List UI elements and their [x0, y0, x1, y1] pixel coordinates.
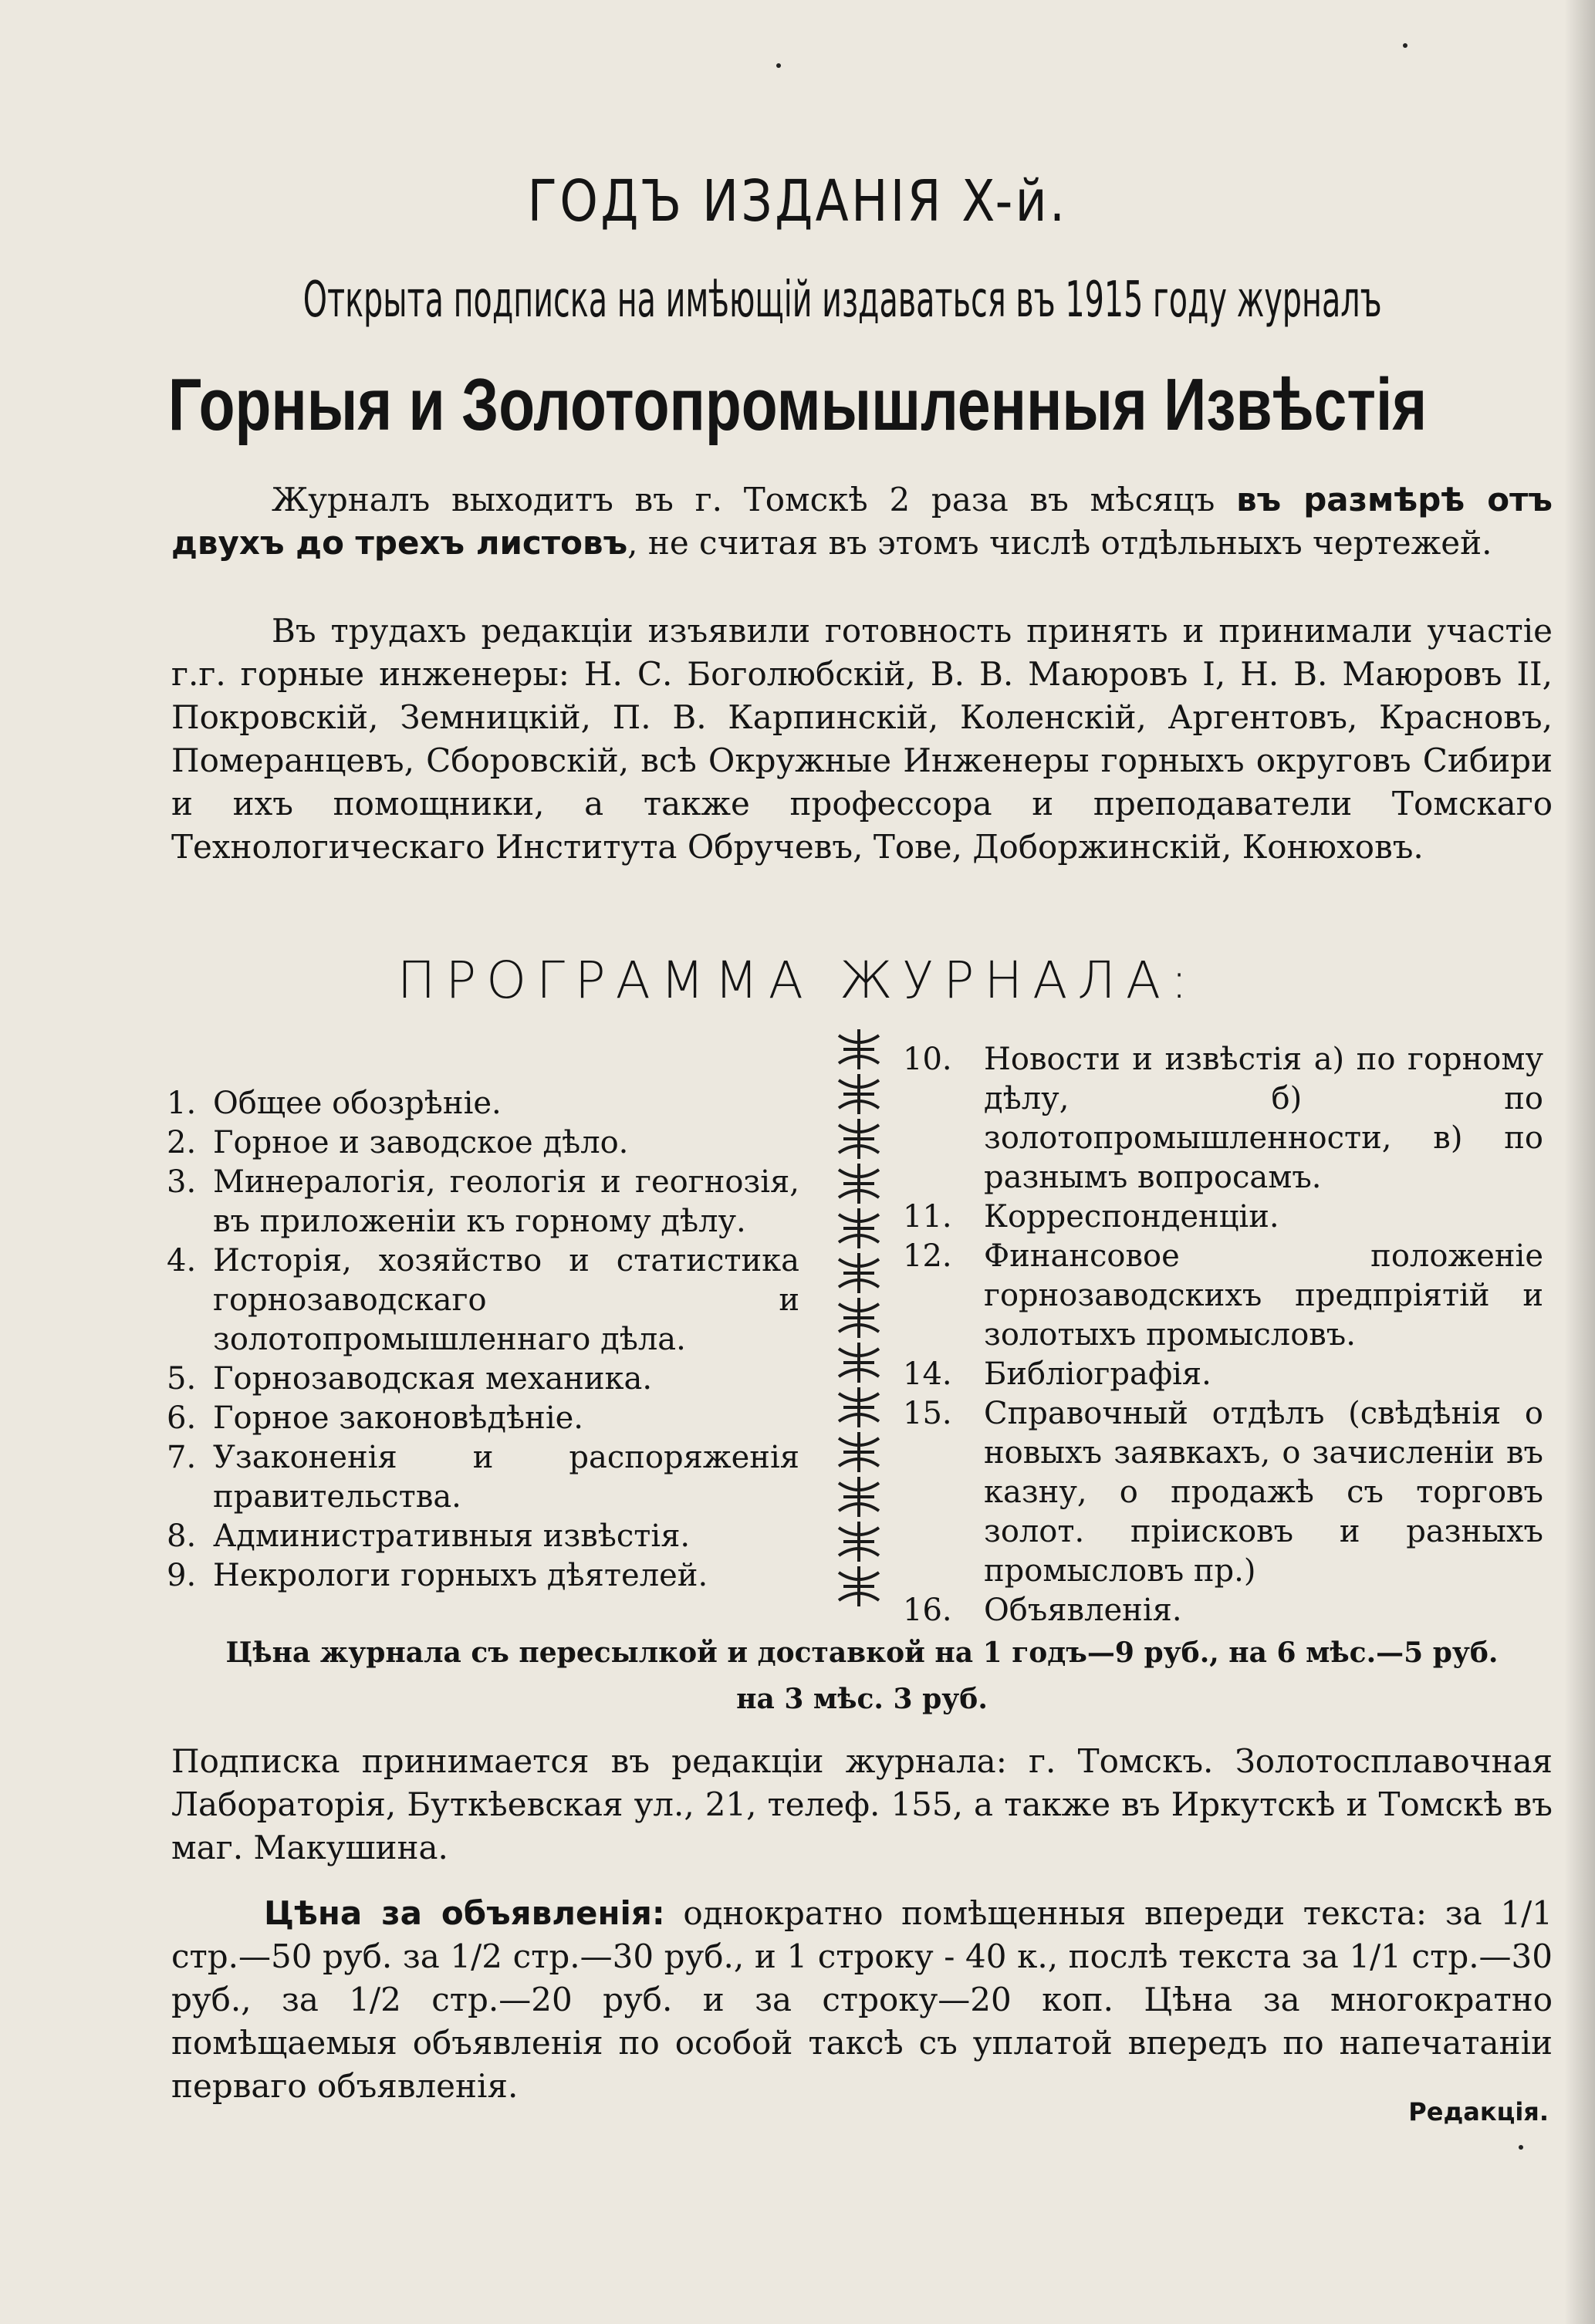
item-number: 5.	[167, 1361, 197, 1397]
item-number: 6.	[167, 1400, 197, 1436]
intro-paragraph-2: Въ трудахъ редакцiи изъявили готовность принять и принимали участiе г.г. горные инженеры: Н. С. Боголюбскiй, В. В. Маюровъ I, Н. В. Маюровъ II, Покровскiй, Земницкiй, П. В. Карпинскiй, Коленскiй, Аргентовъ, Красновъ, Померанцевъ, Сборовскiй, всѣ Окружные Инженеры горныхъ округовъ Сибири и ихъ помощники, а также профессора и преподаватели Томскаго Технологическаго Института Обручевъ, Тове, Доборжинскiй, Конюховъ.	[171, 612, 1553, 866]
year-line: ГОДЪ ИЗДАНIЯ X-й.	[527, 168, 1068, 235]
item-text: Общее обозрѣнiе.	[213, 1086, 502, 1121]
intro-paragraph-1	[171, 478, 1553, 565]
price-line-1: Цѣна журнала съ пересылкой и доставкой на 1 годъ—9 руб., на 6 мѣс.—5 руб.	[225, 1637, 1499, 1669]
print-speck	[776, 63, 781, 68]
item-text: Минералогiя, геологiя и геогнозiя, въ приложенiи къ горному дѣлу.	[213, 1164, 799, 1239]
program-item	[167, 1241, 799, 1360]
program-item	[167, 1123, 799, 1163]
signature: Редакцiя.	[1408, 2097, 1549, 2126]
program-item	[167, 1517, 799, 1556]
program-left-column	[167, 1084, 799, 1596]
item-text: Узаконенiя и распоряженiя правительства.	[213, 1440, 799, 1515]
program-item	[167, 1438, 799, 1517]
ornament-column	[830, 1026, 888, 1628]
program-item	[903, 1197, 1543, 1237]
program-item	[903, 1591, 1543, 1630]
intro-p1-bold: въ размѣрѣ отъ двухъ до трехъ листовъ	[171, 481, 1553, 562]
item-number: 16.	[903, 1593, 952, 1628]
ornament-motif	[839, 1522, 879, 1562]
item-number: 3.	[167, 1164, 197, 1200]
item-number: 9.	[167, 1558, 197, 1593]
item-text: Финансовое положенiе горнозаводскихъ предпрiятiй и золотыхъ промысловъ.	[984, 1238, 1543, 1353]
program-item	[167, 1360, 799, 1399]
item-text: Объявленiя.	[984, 1593, 1182, 1628]
ornament-motif	[839, 1432, 879, 1472]
ornament-motif	[839, 1208, 879, 1248]
item-number: 8.	[167, 1518, 197, 1554]
print-speck	[1519, 2145, 1523, 2150]
ornament-motif	[839, 1298, 879, 1338]
ornament-motif	[839, 1566, 879, 1606]
program-right-column	[903, 1040, 1543, 1630]
item-text: Административныя извѣстiя.	[213, 1518, 691, 1554]
program-item	[903, 1237, 1543, 1355]
ornament-motif	[839, 1119, 879, 1159]
item-text: Некрологи горныхъ дѣятелей.	[213, 1558, 708, 1593]
price-line-2: на 3 мѣс. 3 руб.	[736, 1683, 988, 1715]
item-number: 1.	[167, 1086, 197, 1121]
item-text: Корреспонденцiи.	[984, 1199, 1279, 1235]
subscription-line: Открыта подписка на имѣющiй издаваться въ 1915 году журналъ	[302, 272, 1382, 329]
item-number: 11.	[903, 1199, 952, 1235]
ornament-motif	[839, 1253, 879, 1293]
item-number: 10.	[903, 1042, 952, 1077]
ads-label: Цѣна за объявленiя:	[264, 1894, 665, 1932]
intro-p1-end: , не считая въ этомъ числѣ отдѣльныхъ чертежей.	[627, 524, 1492, 562]
program-item	[903, 1355, 1543, 1394]
intro-p1-start: Журналъ выходитъ въ г. Томскѣ 2 раза въ мѣсяцъ	[272, 481, 1237, 519]
ornament-motif	[839, 1029, 879, 1069]
item-number: 2.	[167, 1125, 197, 1160]
program-item	[167, 1399, 799, 1438]
price-block	[171, 1630, 1553, 1722]
ornament-motif	[839, 1074, 879, 1114]
item-text: Новости и извѣстiя а) по горному дѣлу, б) по золотопромышленности, в) по разнымъ вопросамъ.	[984, 1042, 1543, 1195]
item-text: Исторiя, хозяйство и статистика горнозаводскаго и золотопромышленнаго дѣла.	[213, 1243, 799, 1357]
program-item	[167, 1084, 799, 1123]
item-text: Горное и заводское дѣло.	[213, 1125, 629, 1160]
journal-title: Горныя и Золотопромышленныя Извѣстiя	[167, 363, 1428, 446]
program-item	[903, 1394, 1543, 1591]
ads-paragraph	[171, 1892, 1553, 2108]
item-number: 7.	[167, 1440, 197, 1475]
program-item	[167, 1556, 799, 1596]
print-speck	[1403, 43, 1407, 48]
item-number: 4.	[167, 1243, 197, 1279]
item-text: Горнозаводская механика.	[213, 1361, 653, 1397]
program-item	[903, 1040, 1543, 1197]
ornament-motif	[839, 1387, 879, 1427]
ornament-motif	[839, 1477, 879, 1517]
ornament-motif	[839, 1164, 879, 1204]
page-edge-shadow	[1564, 0, 1595, 2324]
item-text: Горное законовѣдѣнiе.	[213, 1400, 584, 1436]
program-title: ПРОГРАММА ЖУРНАЛА:	[397, 951, 1198, 1010]
item-text: Библiографiя.	[984, 1356, 1211, 1392]
item-number: 12.	[903, 1238, 952, 1274]
ornament-motif	[839, 1343, 879, 1383]
program-item	[167, 1163, 799, 1241]
item-text: Справочный отдѣлъ (свѣдѣнiя о новыхъ заявкахъ, о зачисленiи въ казну, о продажѣ съ торговъ золот. прiисковъ и разныхъ промысловъ пр.)	[984, 1396, 1543, 1589]
item-number: 14.	[903, 1356, 952, 1392]
ads-text: однократно помѣщенныя впереди текста: за 1/1 стр.—50 руб. за 1/2 стр.—30 руб., и 1 строку - 40 к., послѣ текста за 1/1 стр.—30 руб., за 1/2 стр.—20 руб. и за строку—20 коп. Цѣна за многократно помѣщаемыя объявленiя по особой таксѣ съ уплатой впередъ по напечатанiи перваго объявленiя.	[171, 1894, 1553, 2105]
subscription-paragraph: Подписка принимается въ редакцiи журнала: г. Томскъ. Золотосплавочная Лабораторiя, Буткѣевская ул., 21, телеф. 155, а также въ Иркутскѣ и Томскѣ въ маг. Макушина.	[171, 1742, 1553, 1866]
item-number: 15.	[903, 1396, 952, 1431]
